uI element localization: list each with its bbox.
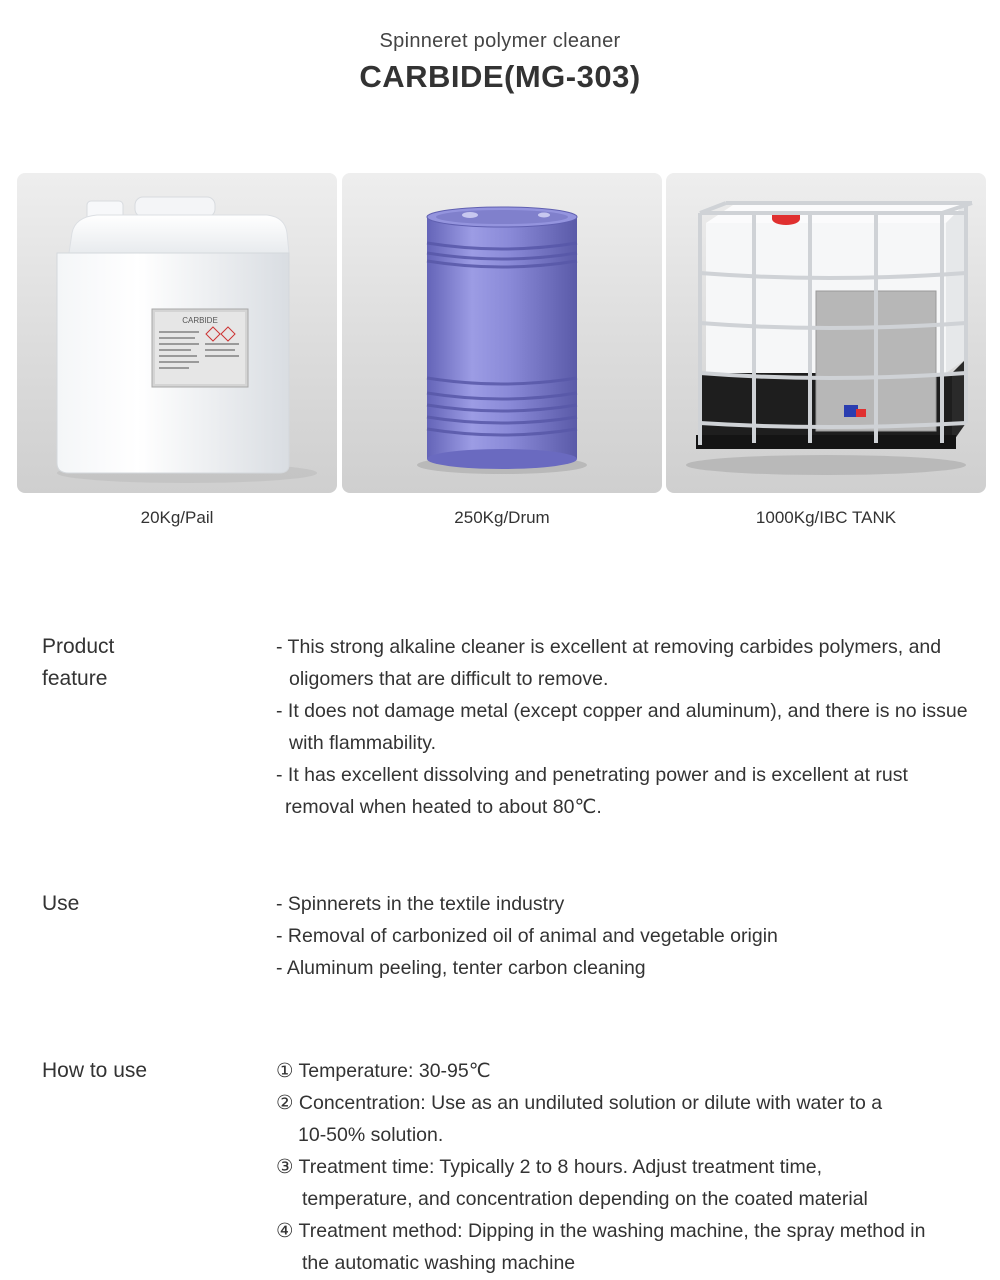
pail-caption: 20Kg/Pail [140,508,214,527]
how-to-use-text [276,1055,986,1279]
packaging-gallery [17,173,986,533]
feature-line: - This strong alkaline cleaner is excellent at removing carbides polymers, and [276,636,942,658]
product-title: CARBIDE(MG-303) [359,59,641,94]
how-line: ② Concentration: Use as an undiluted solution or dilute with water to a [276,1092,883,1114]
drum-caption: 250Kg/Drum [454,508,550,527]
feature-line: - It has excellent dissolving and penetrating power and is excellent at rust [276,764,908,786]
svg-text:CARBIDE: CARBIDE [182,316,218,325]
feature-text [276,631,986,823]
page-header [0,30,1000,95]
section-label-use: Use [42,892,80,915]
feature-line: removal when heated to about 80℃. [285,796,602,818]
how-line: ③ Treatment time: Typically 2 to 8 hours. Adjust treatment time, [276,1156,823,1178]
feature-line: with flammability. [289,732,437,754]
how-line: 10-50% solution. [298,1124,444,1146]
use-line: - Removal of carbonized oil of animal and vegetable origin [276,925,778,947]
feature-line: oligomers that are difficult to remove. [289,668,609,690]
how-line: ④ Treatment method: Dipping in the washing machine, the spray method in [276,1220,926,1242]
label-line: Product [42,635,115,658]
steel-drum-icon [342,173,662,493]
drum-image [342,173,662,493]
label-line: feature [42,667,108,690]
how-line: the automatic washing machine [302,1252,576,1274]
feature-line: - It does not damage metal (except copper and aluminum), and there is no issue [276,700,968,722]
packaging-card-drum [342,173,662,528]
how-line: ① Temperature: 30-95℃ [276,1060,491,1082]
use-line: - Aluminum peeling, tenter carbon cleaning [276,957,646,979]
pail-image [17,173,337,493]
section-label-how-to-use: How to use [42,1059,148,1082]
ibc-tank-caption: 1000Kg/IBC TANK [755,508,897,527]
product-subtitle: Spinneret polymer cleaner [379,30,621,52]
pail-container-icon [17,173,337,493]
section-label-product-feature [42,631,242,695]
how-line: temperature, and concentration depending on the coated material [302,1188,868,1210]
ibc-tank-image [666,173,986,493]
packaging-card-ibc [666,173,986,528]
use-line: - Spinnerets in the textile industry [276,893,565,915]
packaging-card-pail [17,173,337,528]
use-text [276,888,986,984]
ibc-tank-icon [666,173,986,493]
